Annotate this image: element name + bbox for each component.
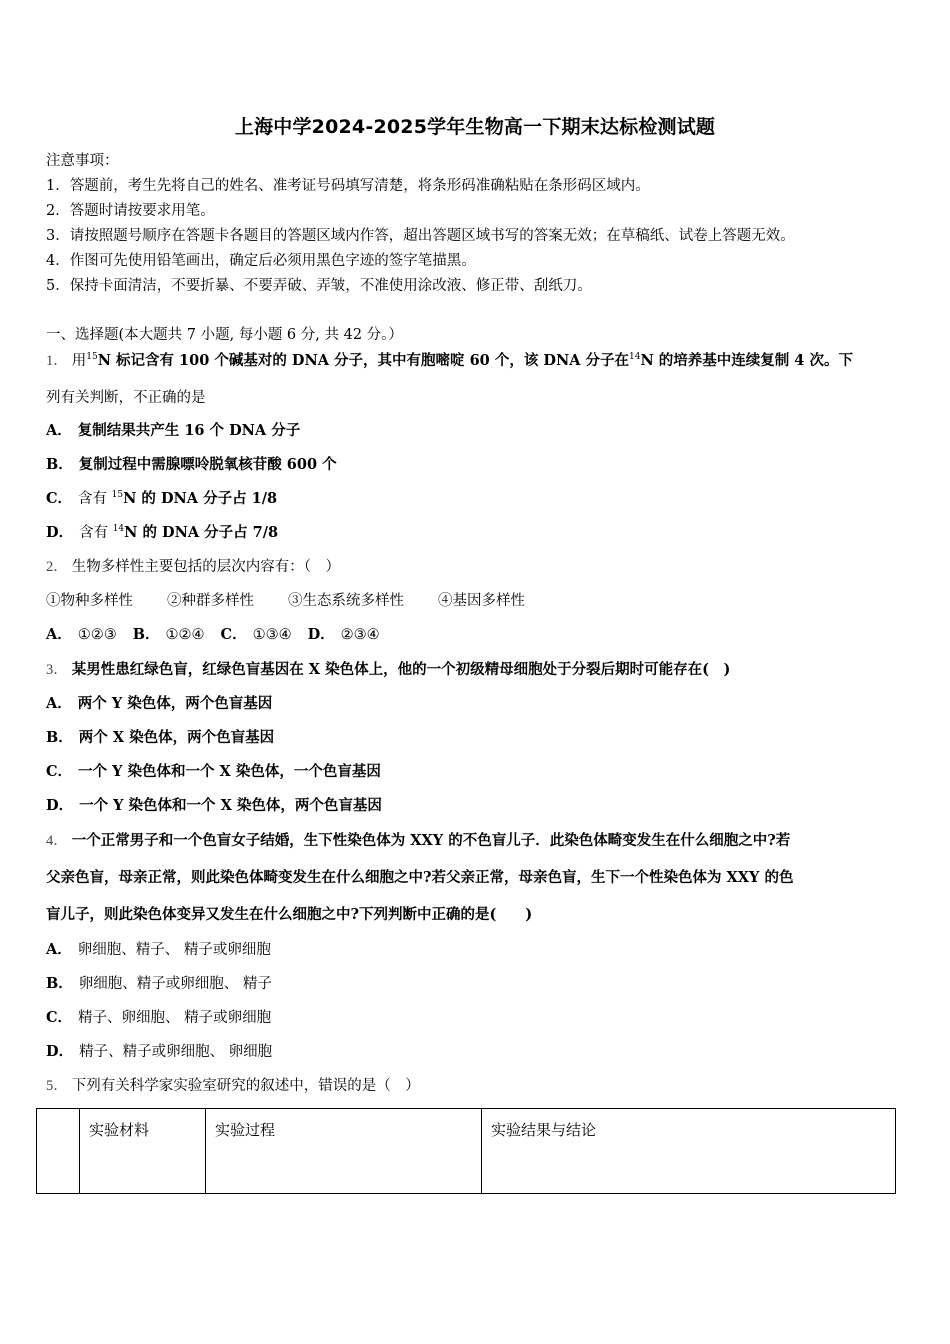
option-c: C． 含有 $^{15}$N 的 DNA 分子占 1/8	[46, 490, 278, 507]
option-d: D． 含有 $^{14}$N 的 DNA 分子占 7/8	[46, 524, 279, 541]
option-d: D． 一个 Y 染色体和一个 X 染色体，两个色盲基因	[46, 797, 382, 814]
table-header-cell: 实验过程	[206, 1109, 482, 1194]
question-4-stem-cont: 盲儿子，则此染色体变异又发生在什么细胞之中?下列判断中正确的是( )	[46, 906, 533, 923]
option-d: D． 精子、精子或卵细胞、 卵细胞	[46, 1043, 273, 1060]
option-b: B． 复制过程中需腺嘌呤脱氧核苷酸 600 个	[46, 456, 337, 473]
question-1-stem-cont: 列有关判断，不正确的是	[46, 390, 206, 406]
option-a: A． 两个 Y 染色体，两个色盲基因	[46, 695, 273, 712]
option-a: A． 复制结果共产生 16 个 DNA 分子	[46, 422, 301, 439]
question-4-stem-cont: 父亲色盲，母亲正常，则此染色体畸变发生在什么细胞之中?若父亲正常，母亲色盲，生下一个性染色体为 XXY 的色	[46, 869, 794, 886]
page-title: 上海中学2024-2025学年生物高一下期末达标检测试题	[234, 116, 716, 138]
question-4-stem: 4． 一个正常男子和一个色盲女子结婚，生下性染色体为 XXY 的不色盲儿子．此染色体畸变发生在什么细胞之中?若	[46, 832, 791, 849]
question-2-stem: 2． 生物多样性主要包括的层次内容有：（ ）	[46, 559, 340, 575]
table-header-row	[37, 1109, 896, 1194]
section-heading: 一、选择题(本大题共 7 小题, 每小题 6 分, 共 42 分。）	[46, 327, 403, 343]
superscript: 15	[86, 352, 98, 362]
question-number: 1．	[46, 353, 68, 369]
option-c: C． 一个 Y 染色体和一个 X 染色体，一个色盲基因	[46, 763, 381, 780]
table-header-cell: 实验材料	[80, 1109, 206, 1194]
table-header-cell	[37, 1109, 80, 1194]
question-5-stem: 5． 下列有关科学家实验室研究的叙述中，错误的是（ ）	[46, 1078, 420, 1094]
list-item: ④基因多样性	[438, 593, 525, 609]
question-number: 4．	[46, 833, 68, 849]
option-b: B． 两个 X 染色体，两个色盲基因	[46, 729, 275, 746]
option-b: B． 卵细胞、精子或卵细胞、 精子	[46, 975, 272, 992]
question-2-items	[46, 591, 525, 611]
option-a: A． 卵细胞、精子、 精子或卵细胞	[46, 941, 271, 958]
question-number: 5．	[46, 1078, 68, 1094]
question-2-options: A． ①②③ B． ①②④ C． ①③④ D． ②③④	[46, 626, 380, 643]
question-1-stem: 1． 用$^{15}$N 标记含有 100 个碱基对的 DNA 分子，其中有胞嘧啶 60 个，该 DNA 分子在$^{14}$N 的培养基中连续复制 4 次。下	[46, 352, 853, 369]
experiment-table	[36, 1108, 896, 1194]
list-item: ②种群多样性	[167, 593, 254, 609]
notice-item: 5．保持卡面清洁，不要折暴、不要弄破、弄皱，不准使用涂改液、修正带、刮纸刀。	[46, 278, 592, 294]
list-item: ③生态系统多样性	[288, 593, 404, 609]
table-header-cell: 实验结果与结论	[482, 1109, 896, 1194]
notice-item: 3．请按照题号顺序在答题卡各题目的答题区域内作答，超出答题区域书写的答案无效；在草稿纸、试卷上答题无效。	[46, 228, 795, 244]
question-number: 2．	[46, 559, 68, 575]
superscript: 14	[629, 352, 641, 362]
question-number: 3．	[46, 662, 68, 678]
notice-item: 4．作图可先使用铅笔画出，确定后必须用黑色字迹的签字笔描黑。	[46, 253, 476, 269]
option-c: C． 精子、卵细胞、 精子或卵细胞	[46, 1009, 272, 1026]
list-item: ①物种多样性	[46, 593, 133, 609]
notice-item: 2．答题时请按要求用笔。	[46, 203, 215, 219]
notice-heading: 注意事项：	[46, 153, 119, 169]
question-3-stem: 3． 某男性患红绿色盲，红绿色盲基因在 X 染色体上，他的一个初级精母细胞处于分裂后期时可能存在( )	[46, 661, 731, 678]
notice-item: 1．答题前，考生先将自己的姓名、准考证号码填写清楚，将条形码准确粘贴在条形码区域内。	[46, 178, 650, 194]
